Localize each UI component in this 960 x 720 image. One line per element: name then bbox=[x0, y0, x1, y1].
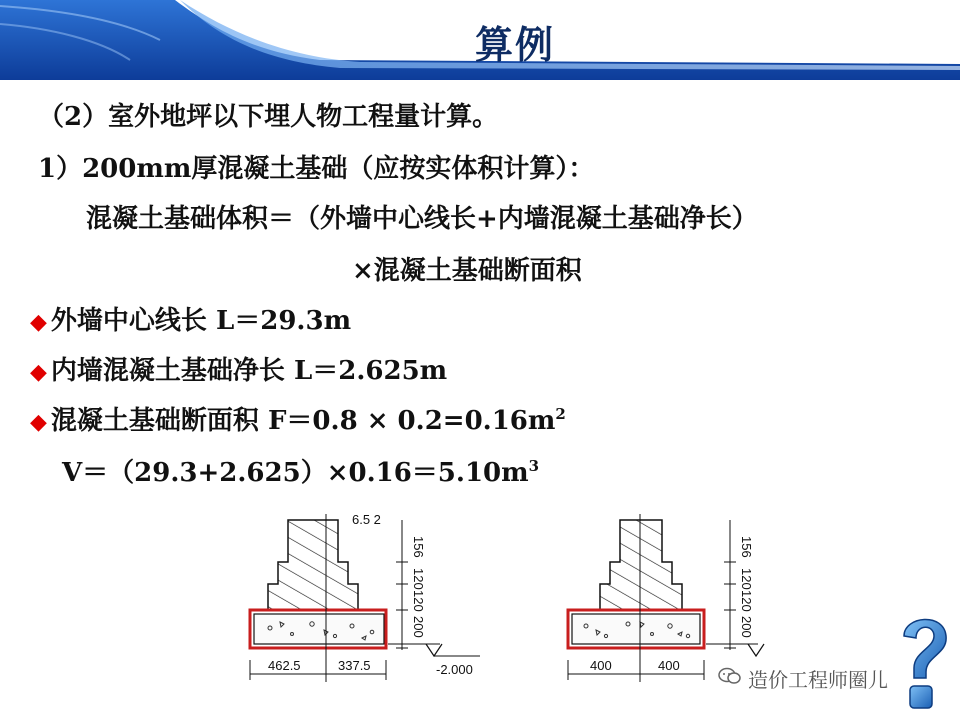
horizontal-dimension-lines bbox=[568, 660, 704, 680]
formula-line-1: 混凝土基础体积＝（外墙中心线长+内墙混凝土基础净长） bbox=[86, 204, 758, 234]
dim-120-lower: 120 bbox=[411, 590, 426, 612]
dim-120-lower: 120 bbox=[739, 590, 754, 612]
dim-200: 200 bbox=[739, 616, 754, 638]
dim-156: 156 bbox=[739, 536, 754, 558]
bullet-text: 内墙混凝土基础净长 L＝2.625m bbox=[50, 356, 448, 386]
superscript: 3 bbox=[528, 457, 540, 475]
concrete-footing bbox=[572, 614, 700, 644]
bullet-inner-foundation-length bbox=[30, 350, 447, 387]
subsection-heading: 1）200mm厚混凝土基础（应按实体积计算）： bbox=[38, 154, 595, 184]
dim-elevation: -2.000 bbox=[436, 662, 473, 677]
bullet-outer-wall-length bbox=[30, 300, 351, 337]
volume-text: V＝（29.3+2.625）×0.16＝5.10m bbox=[62, 458, 529, 488]
dim-400-right: 400 bbox=[658, 658, 680, 673]
dim-156: 156 bbox=[411, 536, 426, 558]
foundation-section-left bbox=[240, 510, 500, 690]
foundation-section-right bbox=[562, 510, 802, 690]
bullet-text: 混凝土基础断面积 F＝0.8 × 0.2=0.16m bbox=[50, 406, 556, 436]
bullet-diamond-icon: ◆ bbox=[30, 409, 47, 435]
header-band bbox=[0, 0, 960, 82]
dim-462-5: 462.5 bbox=[268, 658, 301, 673]
brick-wall-hatch bbox=[600, 520, 682, 610]
elevation-marker-icon bbox=[426, 644, 442, 656]
bullet-section-area bbox=[30, 400, 566, 437]
watermark bbox=[722, 664, 888, 693]
bullet-diamond-icon: ◆ bbox=[30, 309, 47, 335]
superscript: 2 bbox=[555, 405, 566, 423]
formula-line-2: ×混凝土基础断面积 bbox=[352, 256, 582, 286]
dim-400-left: 400 bbox=[590, 658, 612, 673]
dim-337-5: 337.5 bbox=[338, 658, 371, 673]
section-heading: （2）室外地坪以下埋人物工程量计算。 bbox=[38, 102, 499, 132]
question-mark-icon bbox=[892, 606, 956, 716]
watermark-text: 造价工程师圈儿 bbox=[748, 668, 888, 692]
dim-200: 200 bbox=[411, 616, 426, 638]
volume-result bbox=[62, 452, 539, 489]
bullet-diamond-icon: ◆ bbox=[30, 359, 47, 385]
brick-wall-hatch bbox=[268, 520, 358, 610]
dim-120-upper: 120 bbox=[411, 568, 426, 590]
bullet-text: 外墙中心线长 L＝29.3m bbox=[50, 306, 352, 336]
dim-top-partial: 6.5 2 bbox=[352, 512, 381, 527]
slide-title: 算例 bbox=[474, 23, 555, 67]
dim-120-upper: 120 bbox=[739, 568, 754, 590]
elevation-marker-icon bbox=[748, 644, 764, 656]
